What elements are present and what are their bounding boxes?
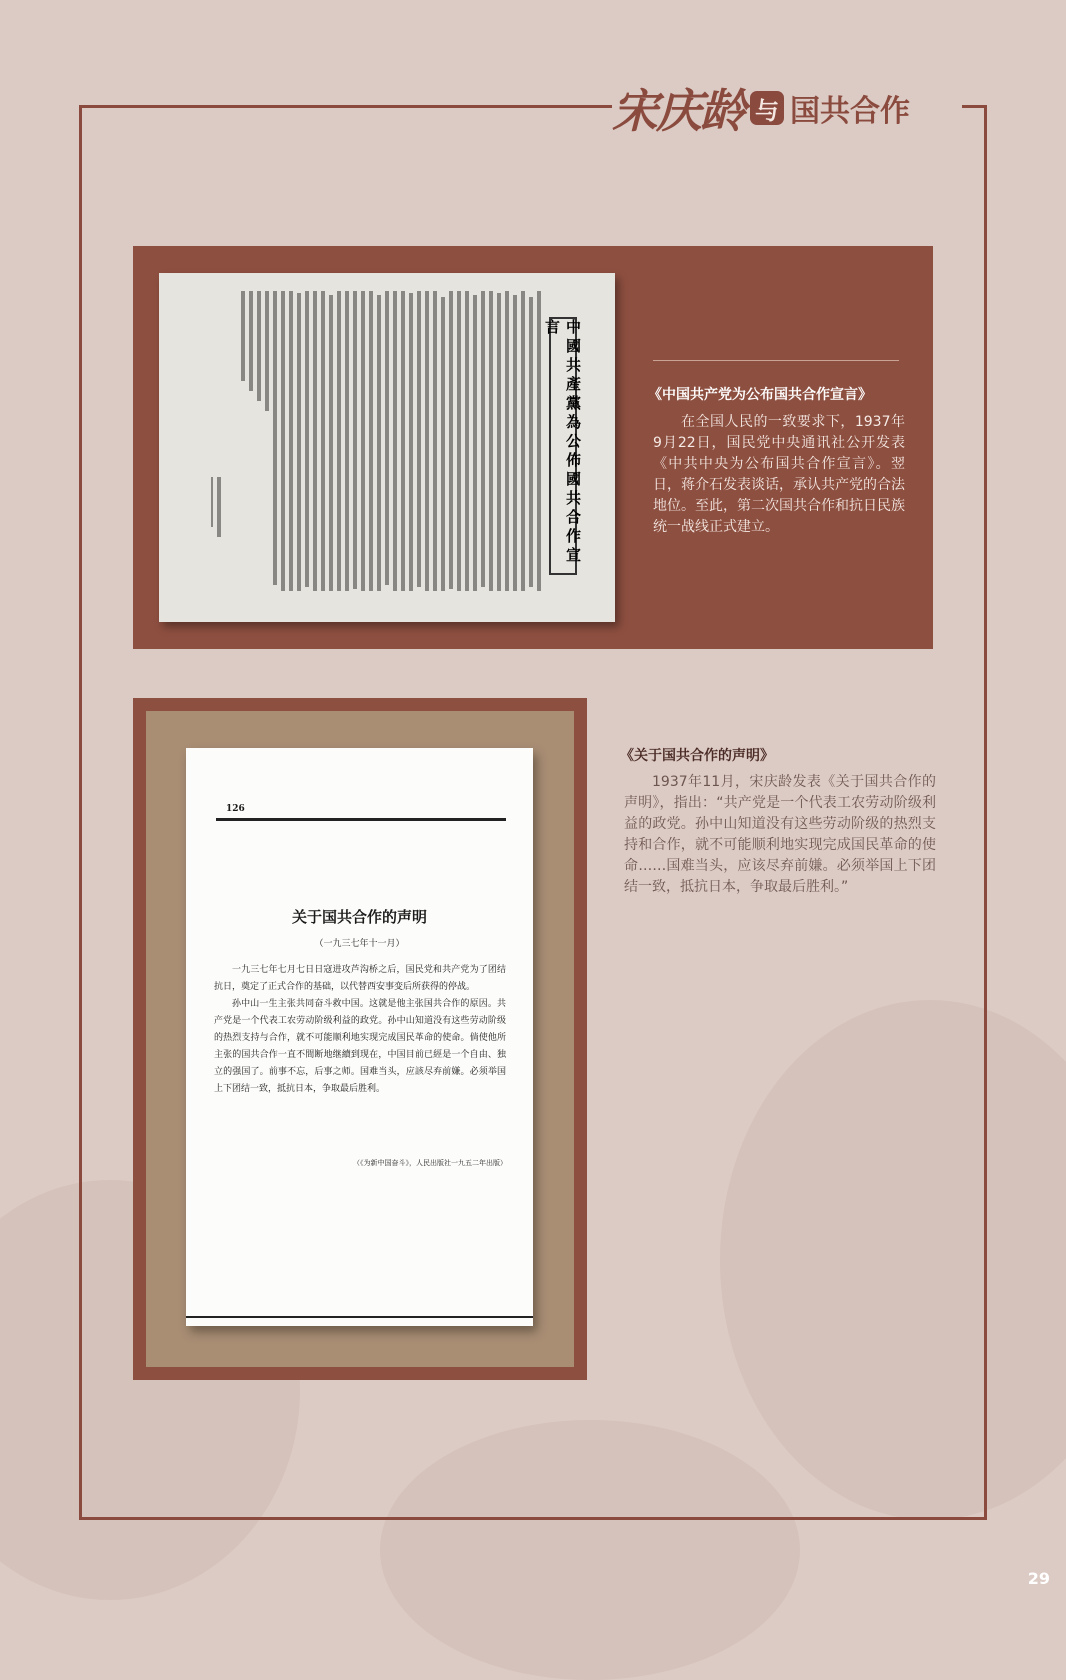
page-header xyxy=(612,78,962,138)
book-footer-rule xyxy=(186,1316,533,1318)
declaration-text-columns xyxy=(211,291,541,596)
article2-card xyxy=(133,698,587,1380)
book-doc-text xyxy=(214,962,506,1098)
declaration-doc-title: 中國共產黨為公佈國共合作宣言 xyxy=(549,317,577,575)
frame-top-left xyxy=(79,105,614,108)
article2-card-inner xyxy=(146,711,574,1367)
header-subtitle: 国共合作 xyxy=(790,94,910,129)
article1-heading: 《中国共产党为公布国共合作宣言》 xyxy=(648,387,872,403)
book-doc-title: 关于国共合作的声明 xyxy=(291,908,427,926)
article1-body: 在全国人民的一致要求下，1937年9月22日，国民党中央通讯社公开发表《中共中央为公布国共合作宣言》。翌日，蒋介石发表谈话，承认共产党的合法地位。至此，第二次国共合作和抗日民族统一战线正式建立。 xyxy=(653,414,905,535)
book-header-rule xyxy=(216,818,506,821)
article1-card xyxy=(133,246,933,649)
book-page-number: 126 xyxy=(226,804,245,814)
header-calligraphy-name: 宋庆龄 xyxy=(612,84,744,138)
page-number: 29 xyxy=(1027,1569,1050,1588)
declaration-document-photo xyxy=(159,273,615,622)
statement-book-page xyxy=(186,748,533,1326)
article1-divider xyxy=(653,360,899,361)
header-badge: 与 xyxy=(750,91,784,125)
article2-heading: 《关于国共合作的声明》 xyxy=(620,748,774,764)
book-paragraph: 孙中山一生主张共同奋斗救中国。这就是他主张国共合作的原因。共产党是一个代表工农劳动阶级利益的政党。孙中山知道没有这些劳动阶级的热烈支持与合作，就不可能顺利地实现完成国民革命的使命。倘使他所主张的国共合作一直不間断地继續到现在，中国目前已經是一个自由、独立的强国了。前事不忘，后事之师。国难当头，应該尽弃前嫌。必须举国上下团结一致，抵抗日本，争取最后胜利。 xyxy=(214,999,506,1094)
declaration-text-texture xyxy=(211,291,541,596)
book-paragraph: 一九三七年七月七日日寇进攻芦沟桥之后，国民党和共产党为了团结抗日，奠定了正式合作的基础，以代替西安事变后所获得的停战。 xyxy=(214,965,506,992)
book-doc-source: （《为新中国奋斗》，人民出版社一九五二年出版） xyxy=(353,1159,507,1167)
article2-body: 1937年11月，宋庆龄发表《关于国共合作的声明》，指出：“共产党是一个代表工农劳动阶级利益的政党。孙中山知道没有这些劳动阶级的热烈支持和合作，就不可能顺利地实现完成国民革命的使命……国难当头，应该尽弃前嫌。必须举国上下团结一致，抵抗日本，争取最后胜利。” xyxy=(624,774,936,895)
book-doc-date: （一九三七年十一月） xyxy=(314,939,405,949)
